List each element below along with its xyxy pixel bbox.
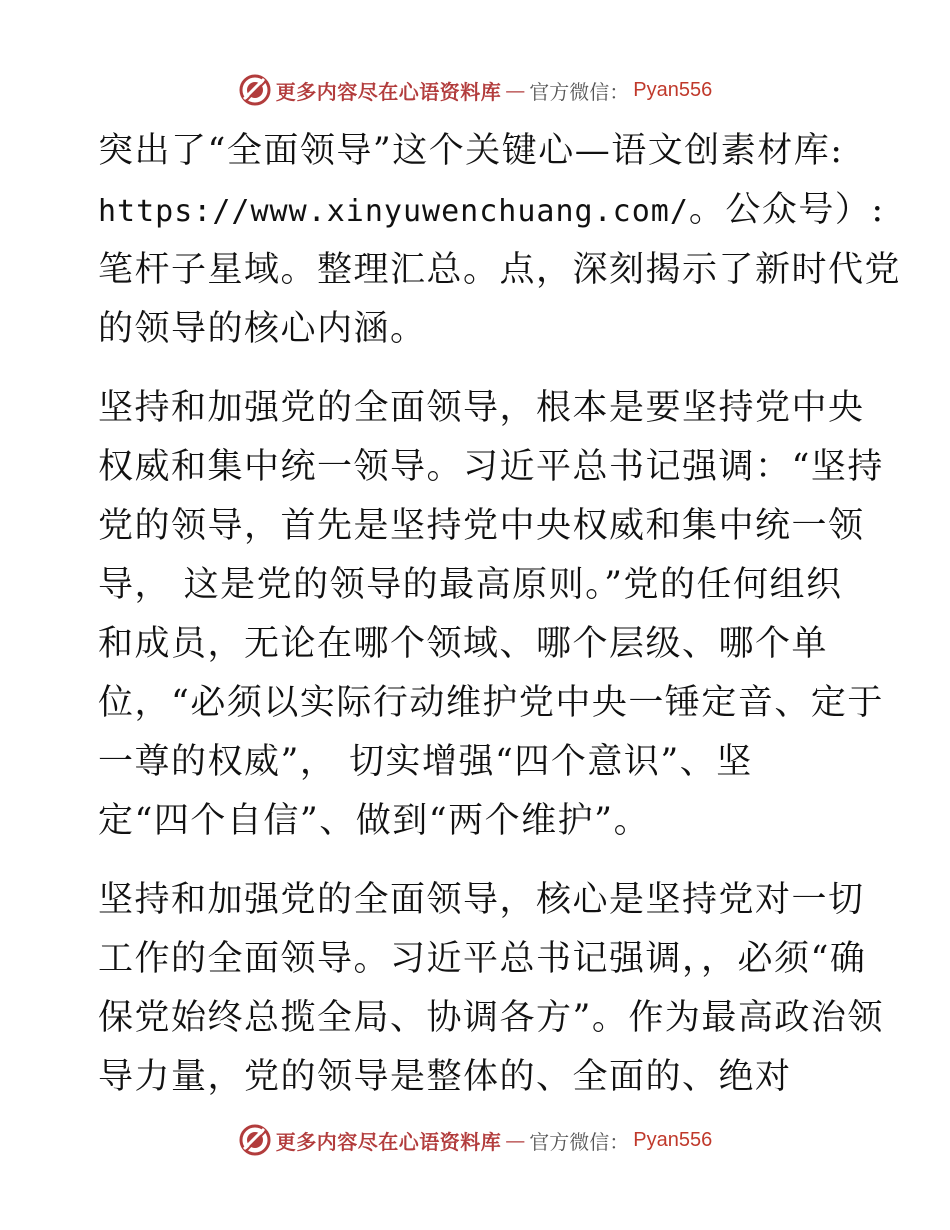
paragraph-1-line-2-tail: 。公众号）: bbox=[688, 190, 885, 230]
header-banner bbox=[0, 70, 950, 110]
header-wechat-label: 官方微信： bbox=[529, 79, 630, 104]
paragraph-3-line-4: 导力量，党的领导是整体的、全面的、绝对 bbox=[98, 1057, 792, 1097]
paragraph-2-line-7: 一尊的权威”， 切实增强“四个意识”、坚 bbox=[98, 742, 753, 782]
paragraph-1 bbox=[98, 122, 902, 359]
paragraph-2-line-5: 和成员，无论在哪个领域、哪个层级、哪个单 bbox=[98, 624, 829, 664]
paragraph-3 bbox=[98, 871, 884, 1107]
paragraph-2-line-8: 定“四个自信”、做到“两个维护”。 bbox=[98, 801, 651, 841]
paragraph-3-line-3: 保党始终总揽全局、协调各方”。作为最高政治领 bbox=[98, 998, 884, 1038]
paragraph-2-line-2: 权威和集中统一领导。习近平总书记强调：“坚持 bbox=[98, 447, 884, 487]
footer-banner bbox=[0, 1120, 950, 1160]
footer-wechat-label: 官方微信： bbox=[529, 1129, 630, 1154]
footer-brand-text: 更多内容尽在心语资料库 bbox=[275, 1129, 502, 1154]
paragraph-2-line-4: 导， 这是党的领导的最高原则。”党的任何组织 bbox=[98, 565, 843, 605]
paragraph-2 bbox=[98, 379, 884, 851]
header-separator: — bbox=[505, 78, 526, 102]
document-body bbox=[98, 122, 902, 1107]
paragraph-1-line-1: 突出了“全面领导”这个关键心—语文创素材库: bbox=[98, 131, 844, 171]
footer-banner-inner bbox=[238, 1123, 712, 1157]
paragraph-3-line-2: 工作的全面领导。习近平总书记强调，，必须“确 bbox=[98, 939, 867, 979]
paragraph-2-line-6: 位，“必须以实际行动维护党中央一锤定音、定于 bbox=[98, 683, 884, 723]
header-brand-text: 更多内容尽在心语资料库 bbox=[275, 79, 502, 104]
paragraph-1-line-2 bbox=[98, 181, 885, 241]
brand-logo-icon bbox=[238, 1123, 272, 1157]
website-url-link[interactable]: https://www.xinyuwenchuang.com/ bbox=[98, 194, 689, 229]
paragraph-2-line-1: 坚持和加强党的全面领导，根本是要坚持党中央 bbox=[98, 388, 865, 428]
paragraph-1-line-3: 笔杆子星域。整理汇总。点，深刻揭示了新时代党 bbox=[98, 250, 902, 290]
paragraph-2-line-3: 党的领导，首先是坚持党中央权威和集中统一领 bbox=[98, 506, 865, 546]
footer-separator: — bbox=[505, 1128, 526, 1152]
brand-logo-icon bbox=[238, 73, 272, 107]
header-banner-inner bbox=[238, 73, 712, 107]
paragraph-1-line-4: 的领导的核心内涵。 bbox=[98, 309, 427, 349]
paragraph-3-line-1: 坚持和加强党的全面领导，核心是坚持党对一切 bbox=[98, 880, 865, 920]
header-wechat-id: Pyan556 bbox=[633, 78, 713, 101]
footer-wechat-id: Pyan556 bbox=[633, 1128, 713, 1151]
